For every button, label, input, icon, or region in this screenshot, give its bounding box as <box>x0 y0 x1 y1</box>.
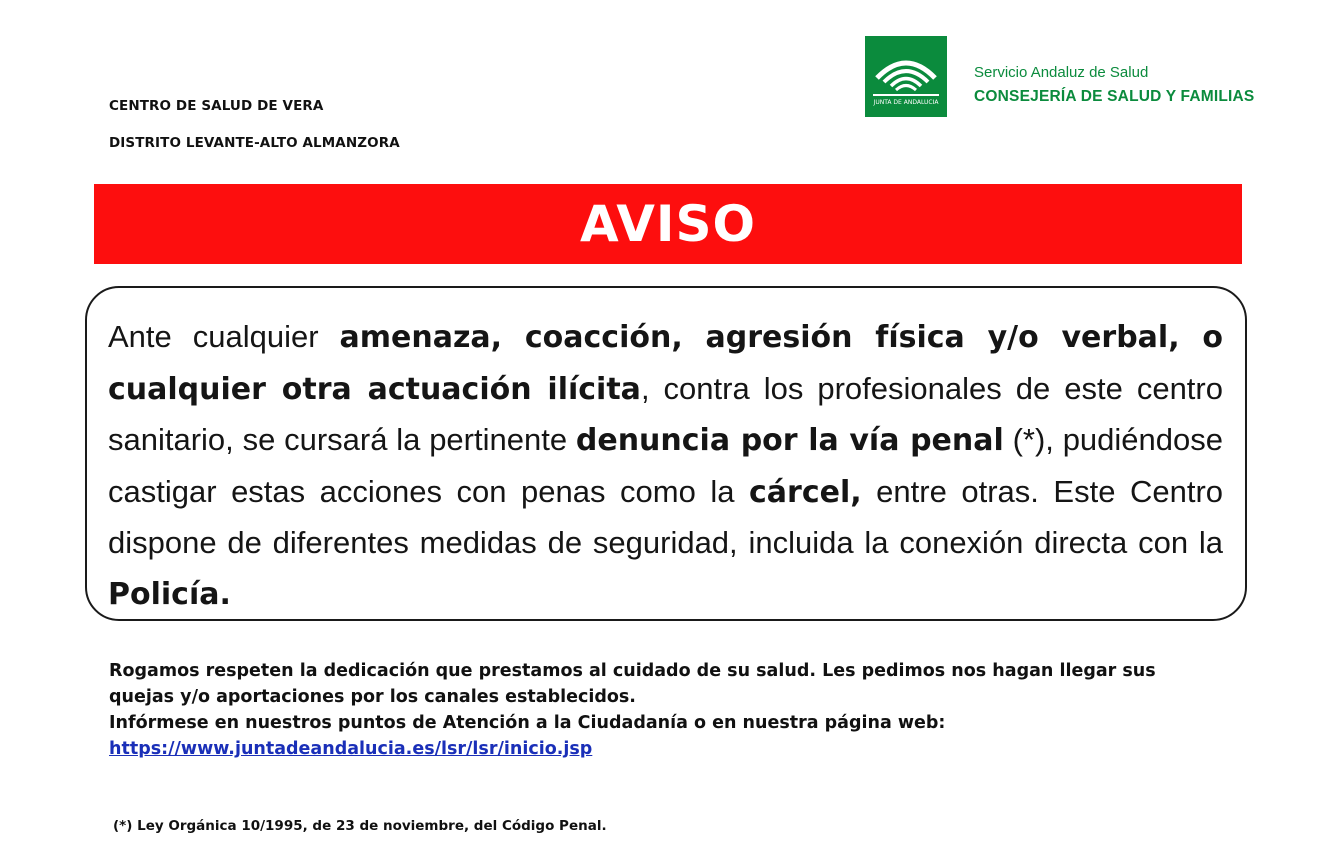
footnote: (*) Ley Orgánica 10/1995, de 23 de noviembre, del Código Penal. <box>113 818 607 834</box>
emblem-caption: JUNTA DE ANDALUCIA <box>873 99 939 106</box>
footer-info-line: Infórmese en nuestros puntos de Atención a la Ciudadanía o en nuestra página web: <box>109 713 946 733</box>
institution-name <box>974 64 1254 106</box>
service-name: Servicio Andaluz de Salud <box>974 64 1149 81</box>
notice-bold-police: Policía. <box>108 576 231 612</box>
junta-de-andalucia-emblem-icon <box>865 36 947 117</box>
footer-info <box>109 658 1225 762</box>
notice-part-1: Ante cualquier <box>108 319 340 354</box>
website-link[interactable]: https://www.juntadeandalucia.es/lsr/lsr/inicio.jsp <box>109 739 593 759</box>
center-name: CENTRO DE SALUD DE VERA <box>109 98 324 114</box>
health-center-header <box>109 98 400 172</box>
notice-bold-penal: denuncia por la vía penal <box>575 423 1004 458</box>
notice-part-3: (*), pudiéndose castigar estas acciones con penas como la <box>108 422 1224 509</box>
district-name: DISTRITO LEVANTE-ALTO ALMANZORA <box>109 135 400 151</box>
banner-title: AVISO <box>579 195 757 253</box>
notice-box <box>85 286 1247 621</box>
notice-part-4: entre otras. Este Centro dispone de diferentes medidas de seguridad, incluida la conexión directa con la <box>108 473 1224 560</box>
notice-part-2: , contra los profesionales de este centro sanitario, se cursará la pertinente <box>108 370 1223 457</box>
notice-bold-jail: cárcel, <box>749 474 862 510</box>
footer-request: Rogamos respeten la dedicación que prestamos al cuidado de su salud. Les pedimos nos hagan llegar sus quejas y/o aportaciones por los canales establecidos. <box>109 661 1156 707</box>
notice-text <box>108 312 1223 620</box>
warning-banner <box>94 184 1242 264</box>
department-name: CONSEJERÍA DE SALUD Y FAMILIAS <box>974 88 1255 105</box>
notice-bold-aggression: amenaza, coacción, agresión física y/o verbal, o cualquier otra actuación ilícita <box>108 320 1223 407</box>
